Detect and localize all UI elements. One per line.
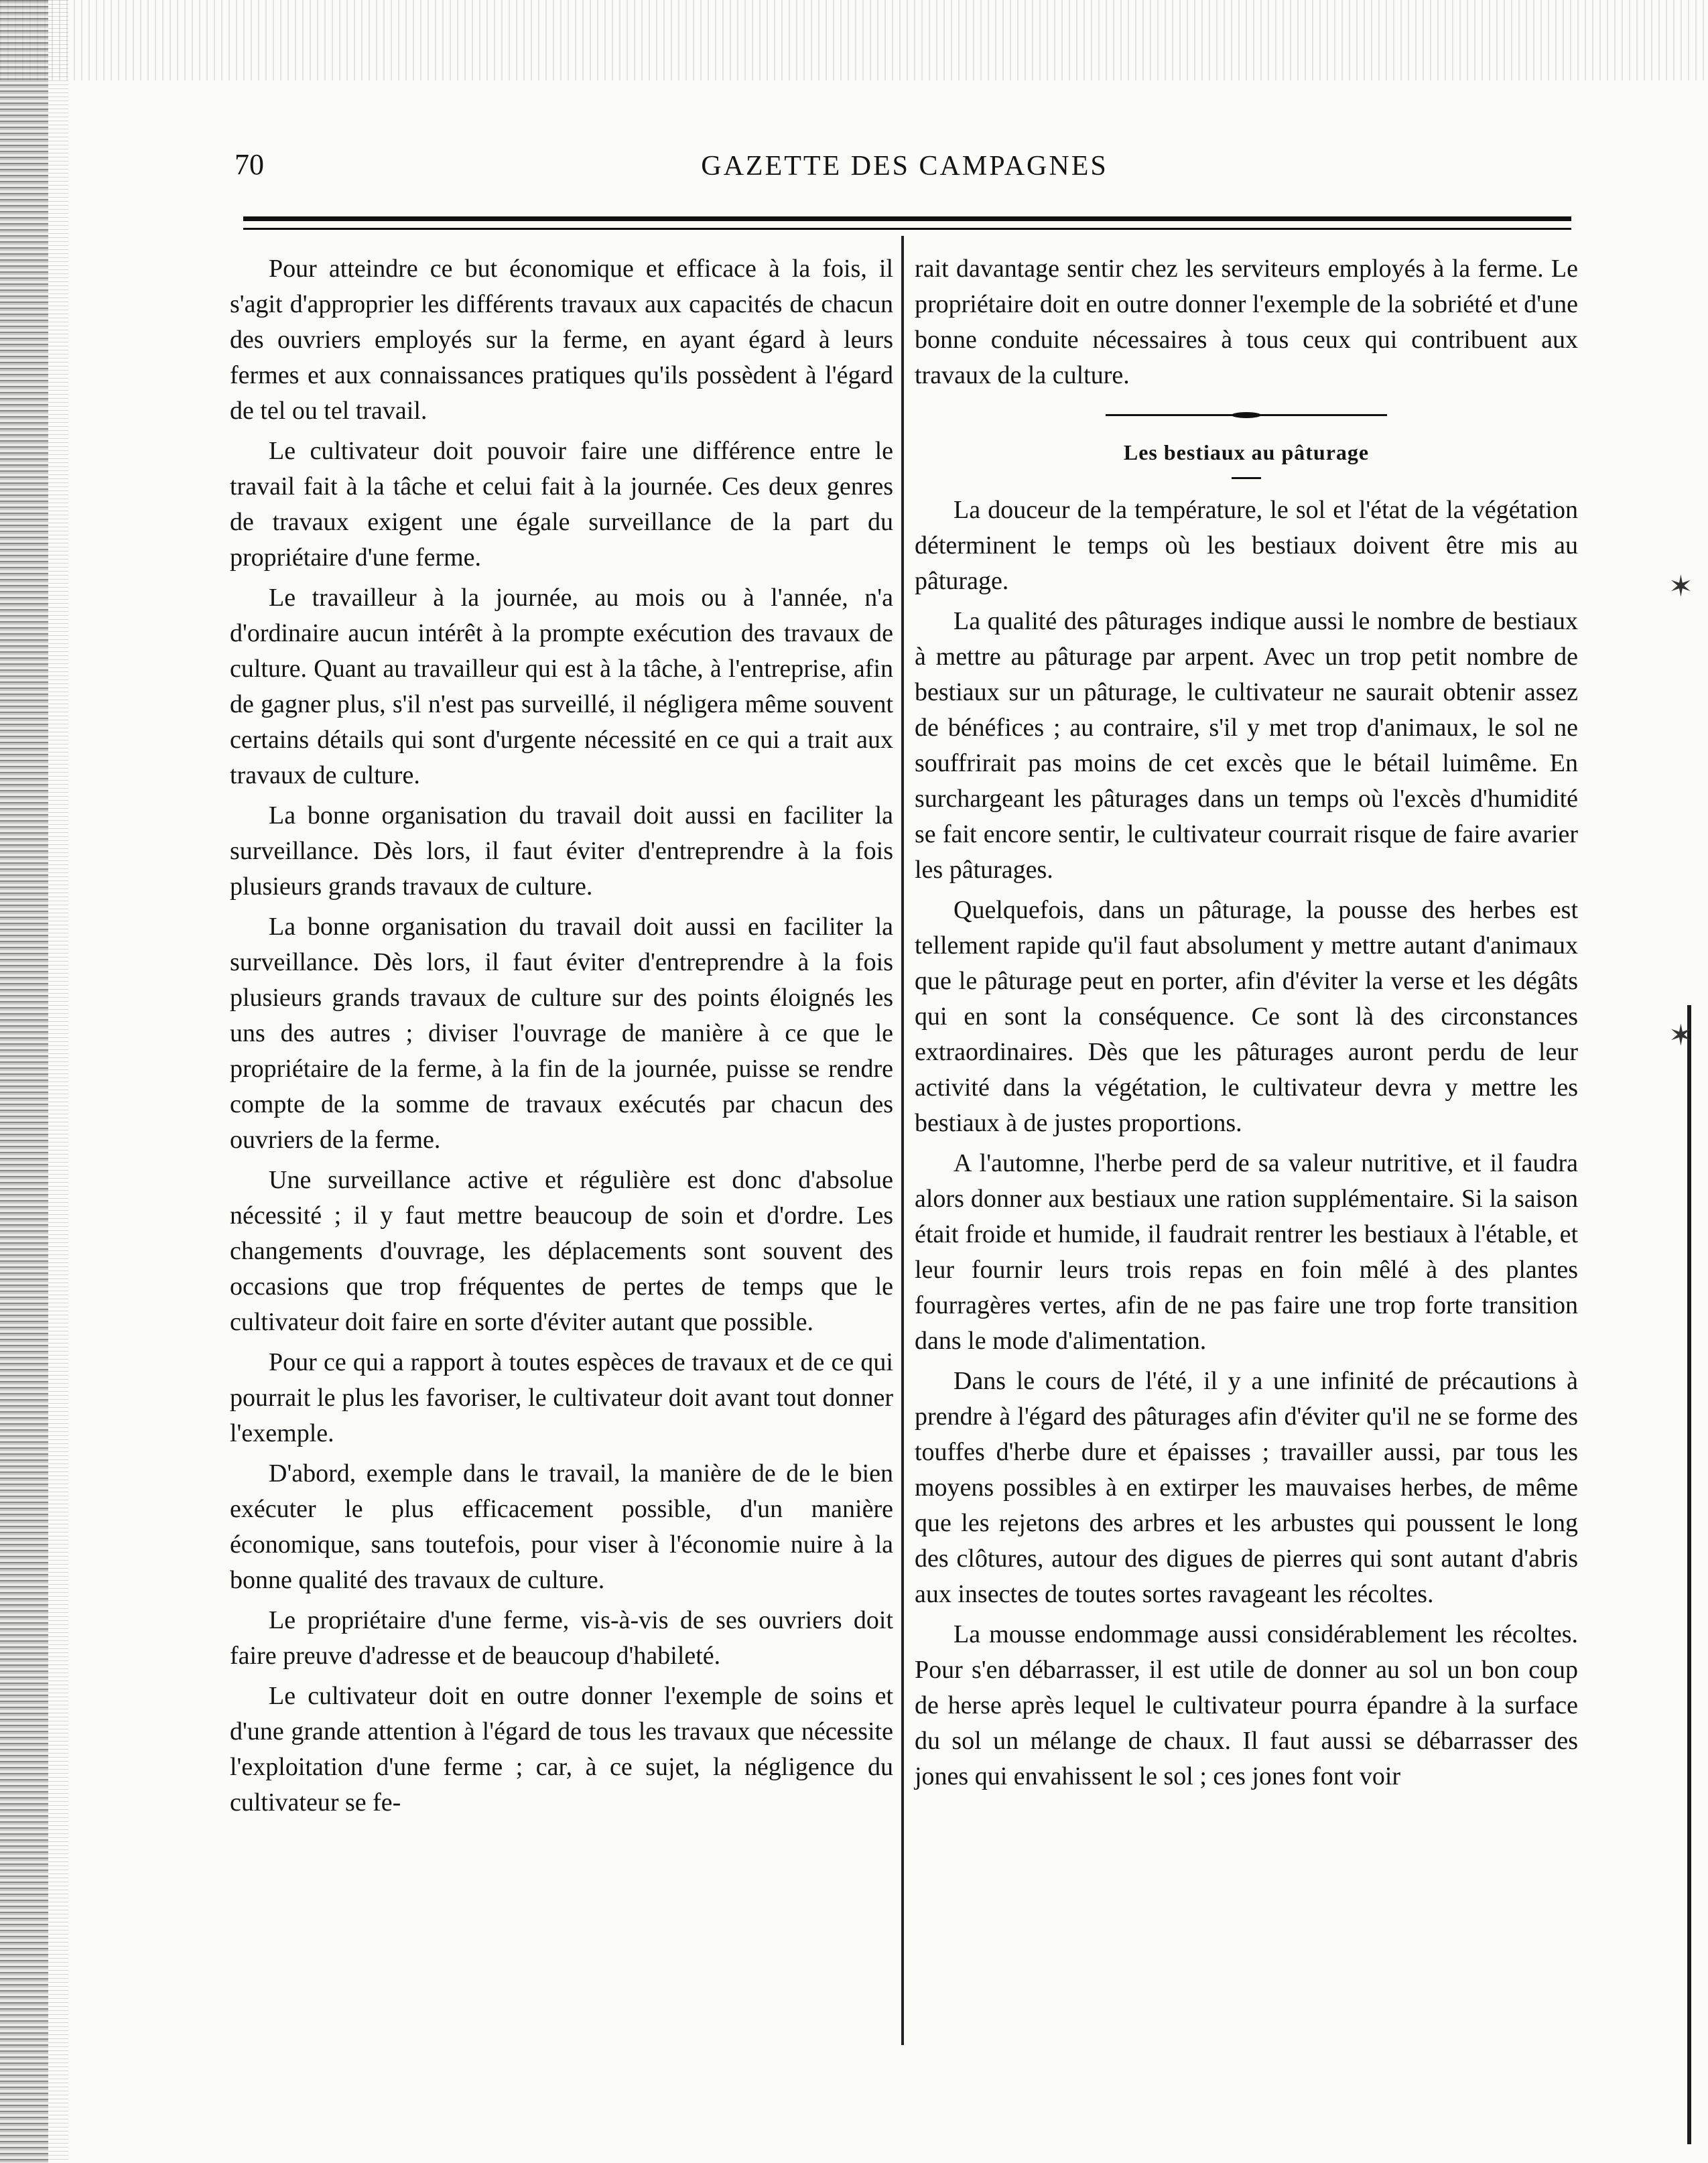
page-number: 70 (235, 148, 264, 181)
scan-mark: ✶ (1668, 570, 1693, 603)
paragraph: Quelquefois, dans un pâturage, la pousse des herbes est tellement rapide qu'il faut absolument y mettre autant d'animaux que le pâturage peut en porter, afin d'éviter la verse et les dégâts qui en sont la conséquence. Ce sont là des circonstances extraordinaires. Dès que les pâturages auront perdu de leur activité dans la végétation, le cultivateur devra y mettre les bestiaux à de justes proportions. (915, 896, 1578, 1137)
section-title: Les bestiaux au pâturage (1123, 440, 1370, 464)
section-ornament (1106, 412, 1387, 417)
paragraph: La qualité des pâturages indique aussi le nombre de bestiaux à mettre au pâturage par arpent. Avec un trop petit nombre de bestiaux sur un pâturage, le cultivateur ne saurait obtenir assez de bénéfices ; au contraire, s'il y met trop d'animaux, le sol ne souffrirait pas moins de cet excès que le bétail luimême. En surchargeant les pâturages dans un temps où l'excès d'humidité se fait encore sentir, le cultivateur courrait risque de faire avarier les pâturages. (915, 607, 1578, 884)
paragraph: Pour atteindre ce but économique et efficace à la fois, il s'agit d'approprier les différents travaux aux capacités de chacun des ouvriers employés sur la ferme, en ayant égard à leurs fermes et aux connaissances pratiques qu'ils possèdent à l'égard de tel ou tel travail. (230, 255, 893, 425)
ornament-center (1232, 412, 1261, 418)
paragraph: Le travailleur à la journée, au mois ou à l'année, n'a d'ordinaire aucun intérêt à la prompte exécution des travaux de culture. Quant au travailleur qui est à la tâche, à l'entreprise, afin de gagner plus, s'il n'est pas surveillé, il négligera même souvent certains détails qui sont d'urgente nécessité en ce qui a trait aux travaux de culture. (230, 584, 893, 789)
paragraph: La douceur de la température, le sol et l'état de la végétation déterminent le temps où les bestiaux doivent être mis au pâturage. (915, 496, 1578, 595)
paragraph: La bonne organisation du travail doit aussi en faciliter la surveillance. Dès lors, il faut éviter d'entreprendre à la fois plusieurs grands travaux de culture sur des points éloignés les uns des autres ; diviser l'ouvrage de manière à ce que le propriétaire de la ferme, à la fin de la journée, puisse se rendre compte de la somme de travaux exécutés par chacun des ouvriers de la ferme. (230, 913, 893, 1154)
paragraph: Dans le cours de l'été, il y a une infinité de précautions à prendre à l'égard des pâturages afin d'éviter qu'il ne se forme des touffes d'herbe dure et épaisses ; travailler aussi, par tous les moyens possibles à en extirper les mauvaises herbes, de même que les rejetons des arbres et les arbustes qui poussent le long des clôtures, autour des digues de pierres qui sont autant d'abris aux insectes de toutes sortes ravageant les récoltes. (915, 1367, 1578, 1608)
scan-top-noise (0, 0, 1708, 80)
paragraph: A l'automne, l'herbe perd de sa valeur nutritive, et il faudra alors donner aux bestiaux une ration supplémentaire. Si la saison était froide et humide, il faudrait rentrer les bestiaux à l'étable, et leur fournir leurs trois repas en foin mêlé à des plantes fourragères vertes, afin de ne pas faire une trop forte transition dans le mode d'alimentation. (915, 1149, 1578, 1355)
paragraph: La bonne organisation du travail doit aussi en faciliter la surveillance. Dès lors, il faut éviter d'entreprendre à la fois plusieurs grands travaux de culture. (230, 801, 893, 901)
column-divider (901, 236, 904, 2045)
page-header (235, 147, 1575, 194)
scan-left-margin-fade (48, 0, 68, 2163)
left-column (230, 251, 893, 2060)
paragraph: D'abord, exemple dans le travail, la manière de de le bien exécuter le plus efficacement possible, d'un manière économique, sans toutefois, pour viser à l'économie nuire à la bonne qualité des travaux de culture. (230, 1459, 893, 1594)
paragraph: La mousse endommage aussi considérablement les récoltes. Pour s'en débarrasser, il est utile de donner au sol un bon coup de herse après lequel le cultivateur pourra épandre à la surface du sol un mélange de chaux. Il faut aussi se débarrasser des jones qui envahissent le sol ; ces jones font voir (915, 1620, 1578, 1790)
scan-right-edge (1687, 1005, 1691, 2144)
title-dash (1232, 477, 1261, 479)
paragraph: Le cultivateur doit pouvoir faire une différence entre le travail fait à la tâche et celui fait à la journée. Ces deux genres de travaux exigent une égale surveillance de la part du propriétaire d'une ferme. (230, 437, 893, 572)
right-column (915, 251, 1578, 2060)
running-title: GAZETTE DES CAMPAGNES (701, 151, 1108, 182)
paragraph: Pour ce qui a rapport à toutes espèces de travaux et de ce qui pourrait le plus les favoriser, le cultivateur doit avant tout donner l'exemple. (230, 1348, 893, 1447)
paragraph: Le propriétaire d'une ferme, vis-à-vis de ses ouvriers doit faire preuve d'adresse et de beaucoup d'habileté. (230, 1606, 893, 1670)
paragraph-continuation: rait davantage sentir chez les serviteurs employés à la ferme. Le propriétaire doit en outre donner l'exemple de la sobriété et d'une bonne conduite nécessaires à tous ceux qui contribuent aux travaux de la culture. (915, 255, 1578, 389)
header-rule-thick (243, 216, 1571, 221)
paragraph: Le cultivateur doit en outre donner l'exemple de soins et d'une grande attention à l'égard de tous les travaux que nécessite l'exploitation d'une ferme ; car, à ce sujet, la négligence du cultivateur se fe- (230, 1682, 893, 1817)
paragraph: Une surveillance active et régulière est donc d'absolue nécessité ; il y faut mettre beaucoup de soin et d'ordre. Les changements d'ouvrage, les déplacements sont souvent des occasions que trop fréquentes de pertes de temps que le cultivateur doit faire en sorte d'éviter autant que possible. (230, 1166, 893, 1336)
header-rule-thin (243, 228, 1571, 230)
scan-mark: ✶ (1668, 1019, 1693, 1052)
scan-left-margin (0, 0, 48, 2163)
